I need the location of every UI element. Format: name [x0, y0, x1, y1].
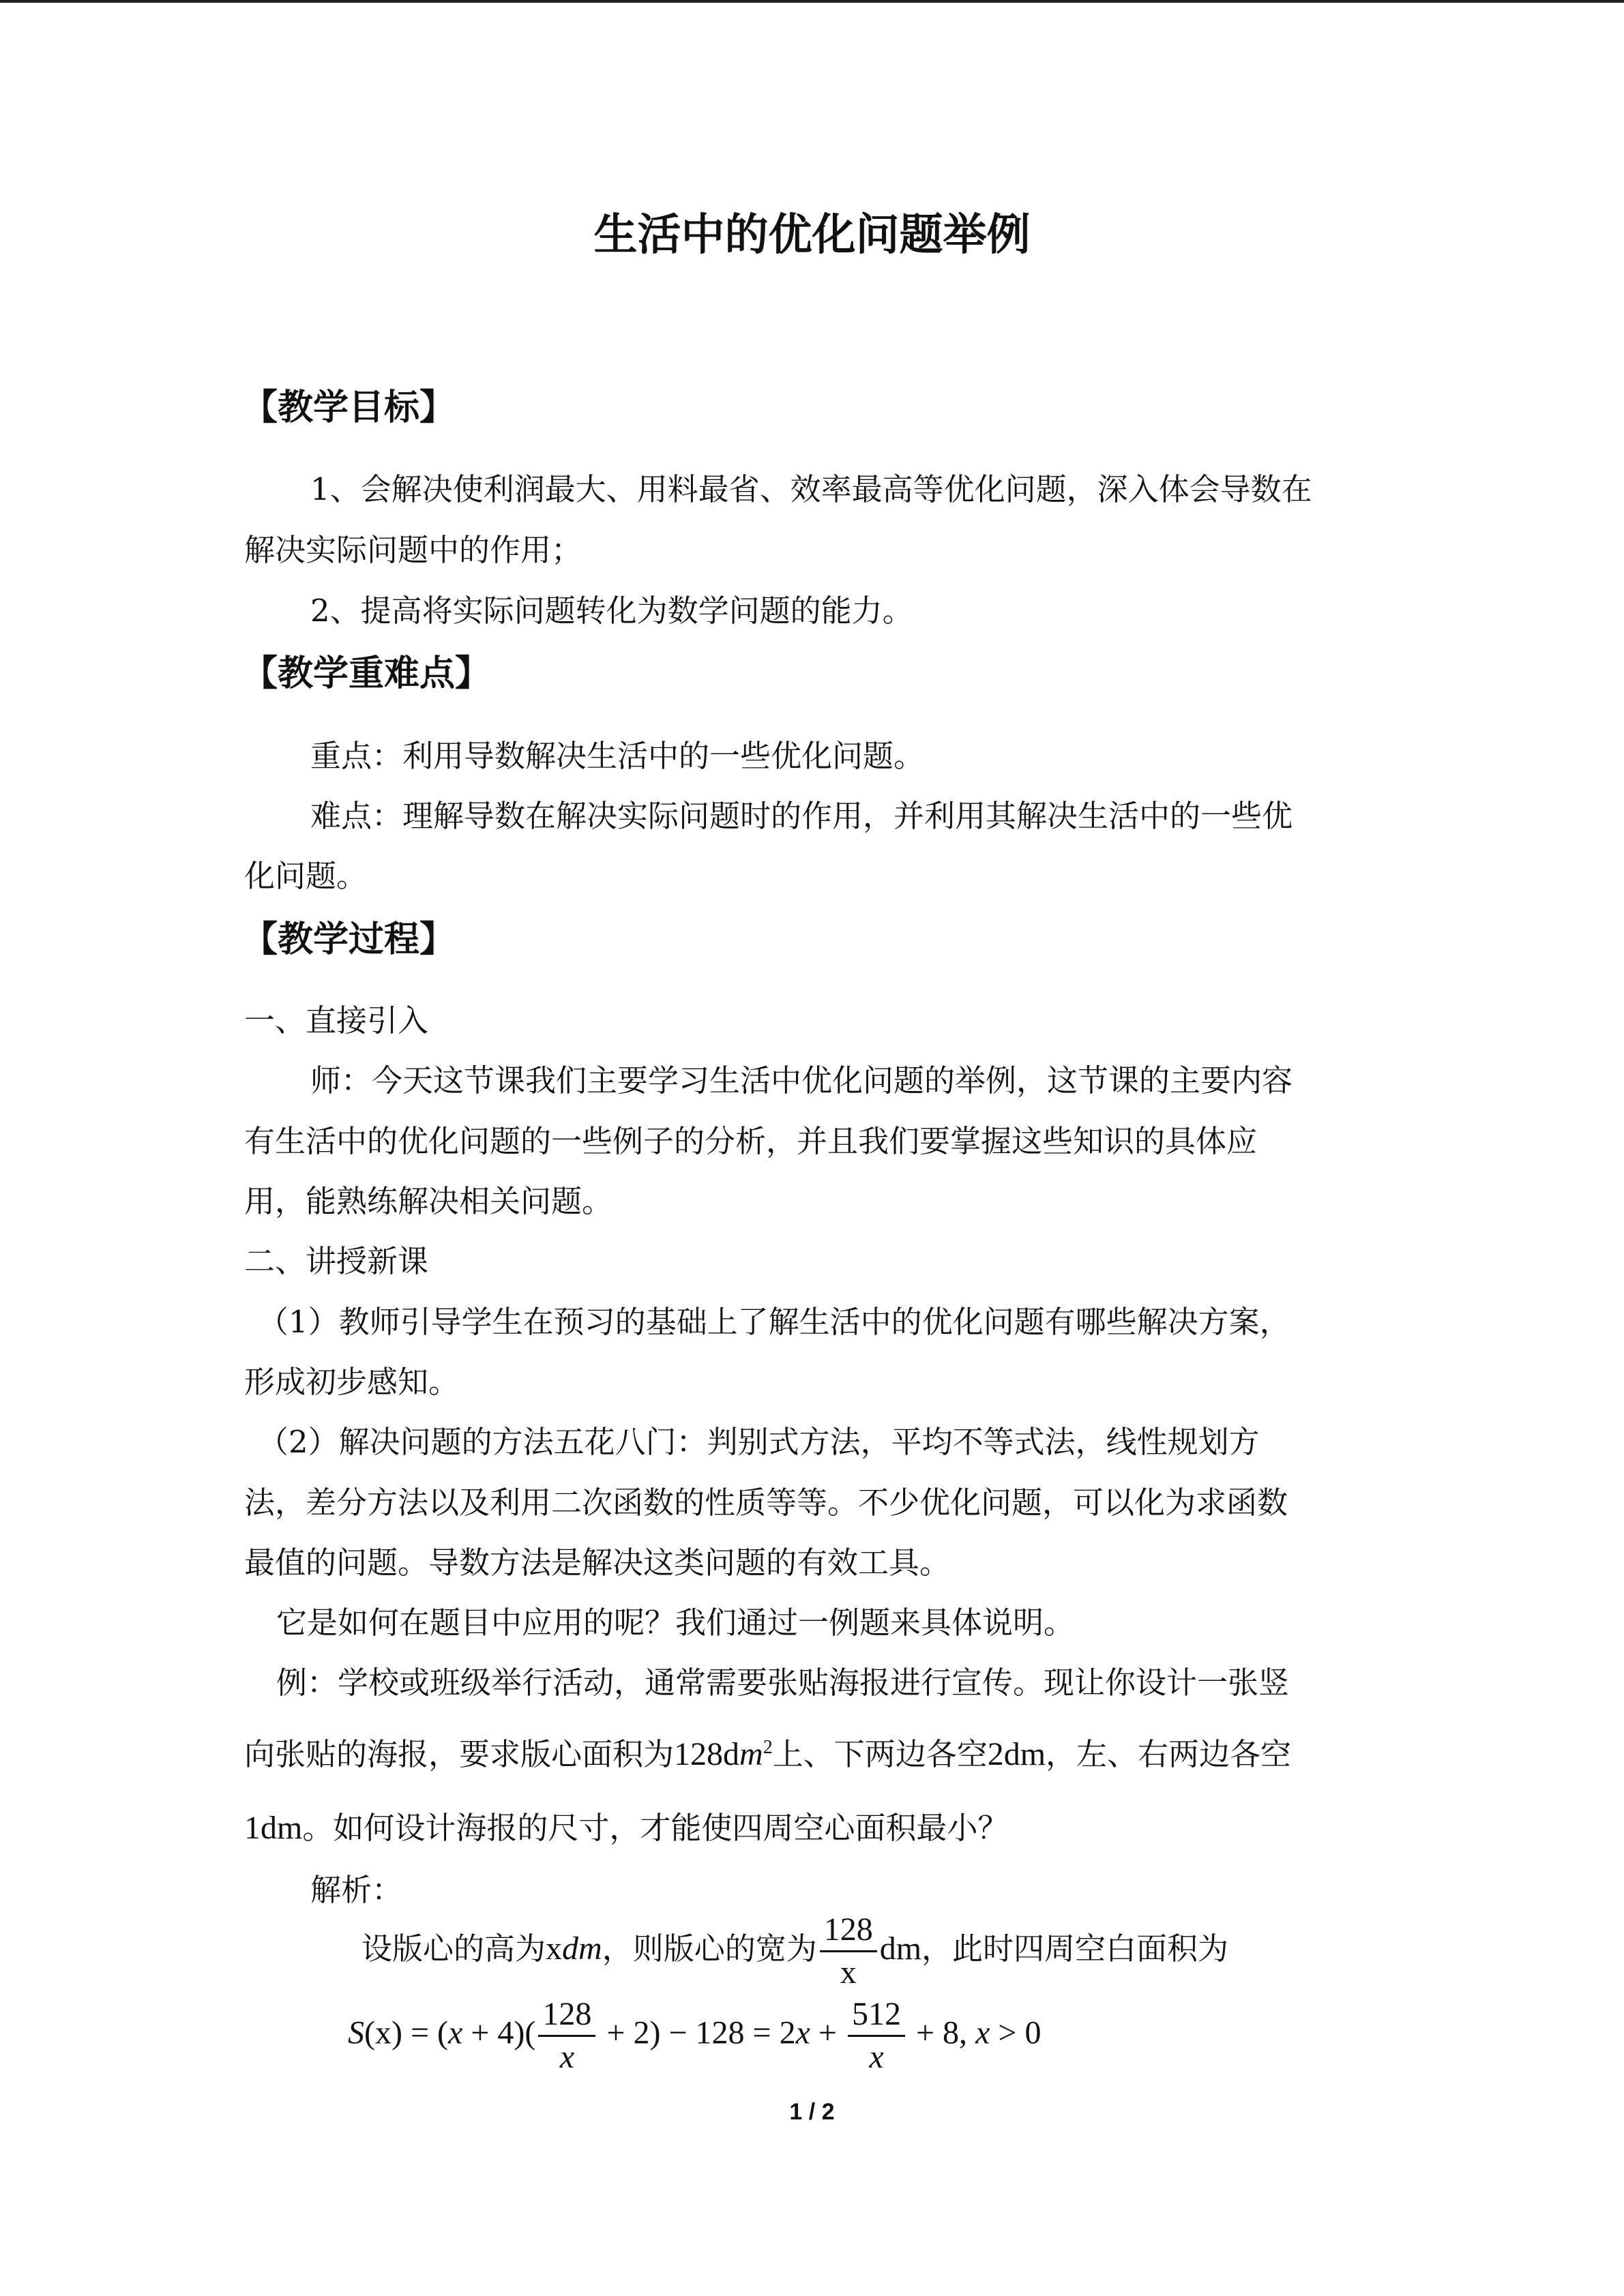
point2-line-2: 法，差分方法以及利用二次函数的性质等等。不少优化问题，可以化为求函数 [244, 1485, 1288, 1521]
formula-fraction-512: $\frac{512}{x}$ [848, 1994, 905, 2078]
document-title: 生活中的优化问题举例 [593, 210, 1031, 260]
example-text-c: ，左、右两边各空 [1046, 1736, 1292, 1772]
width-fraction: $\frac{128}{x}$ [820, 1909, 877, 1993]
height-var: xdm [546, 1930, 602, 1967]
example-text-a: 向张贴的海报，要求版心面积为 [244, 1736, 675, 1772]
example-line-2 [244, 1726, 1291, 1776]
point2-line-3: 最值的问题。导数方法是解决这类问题的有效工具。 [244, 1545, 951, 1581]
key-point-line-2: 难点：理解导数在解决实际问题时的作用，并利用其解决生活中的一些优 [310, 798, 1293, 834]
example-line-1: 例：学校或班级举行活动，通常需要张贴海报进行宣传。现让你设计一张竖 [276, 1665, 1290, 1701]
solution-text-a: 设版心的高为 [361, 1930, 546, 1967]
area-value: $128dm^2$ [674, 1736, 773, 1772]
solution-line [361, 1909, 1228, 1993]
objectives-heading: 【教学目标】 [242, 387, 456, 428]
objective-line-1: 1、会解决使利润最大、用料最省、效率最高等优化问题，深入体会导数在 [310, 471, 1312, 507]
part1-line-3: 用，能熟练解决相关问题。 [244, 1183, 613, 1219]
example-text-d: 。如何设计海报的尺寸，才能使四周空心面积最小？ [302, 1810, 1009, 1846]
solution-text-c: ，此时四周空白面积为 [921, 1930, 1229, 1967]
part1-title: 一、直接引入 [244, 1002, 429, 1039]
solution-text-b: ，则版心的宽为 [602, 1930, 817, 1967]
key-point-line-3: 化问题。 [244, 858, 368, 894]
example-line-3 [244, 1806, 1008, 1850]
side-margin-value: 1dm [244, 1810, 303, 1846]
point1-line-1: （1）教师引导学生在预习的基础上了解生活中的优化问题有哪些解决方案， [258, 1304, 1290, 1340]
example-text-b: 上、下两边各空 [772, 1736, 988, 1772]
top-margin-value: 2dm [987, 1736, 1046, 1772]
key-points-heading: 【教学重难点】 [242, 653, 491, 694]
point2-line-1: （2）解决问题的方法五花八门：判别式方法，平均不等式法，线性规划方 [258, 1424, 1260, 1460]
objective-line-2: 解决实际问题中的作用； [244, 532, 582, 568]
key-point-line-1: 重点：利用导数解决生活中的一些优化问题。 [310, 738, 925, 774]
part2-title: 二、讲授新课 [244, 1243, 429, 1279]
width-unit: dm [879, 1930, 922, 1967]
area-formula: S(x) = (x + 4)( $\frac{128}{x}$ + 2) − 128 = 2x + $\frac{512}{x}$ + 8, x > 0 [348, 1994, 1041, 2078]
point3-line-1: 它是如何在题目中应用的呢？我们通过一例题来具体说明。 [276, 1605, 1075, 1641]
formula-fraction-128: $\frac{128}{x}$ [538, 1994, 595, 2078]
part1-line-2: 有生活中的优化问题的一些例子的分析，并且我们要掌握这些知识的具体应 [244, 1123, 1258, 1159]
part1-line-1: 师：今天这节课我们主要学习生活中优化问题的举例，这节课的主要内容 [310, 1062, 1293, 1099]
point1-line-2: 形成初步感知。 [244, 1364, 460, 1400]
analysis-label: 解析： [310, 1872, 403, 1908]
top-border [0, 0, 1624, 3]
process-heading: 【教学过程】 [242, 919, 456, 960]
objective-line-3: 2、提高将实际问题转化为数学问题的能力。 [310, 593, 913, 629]
page-number: 1 / 2 [789, 2099, 835, 2125]
